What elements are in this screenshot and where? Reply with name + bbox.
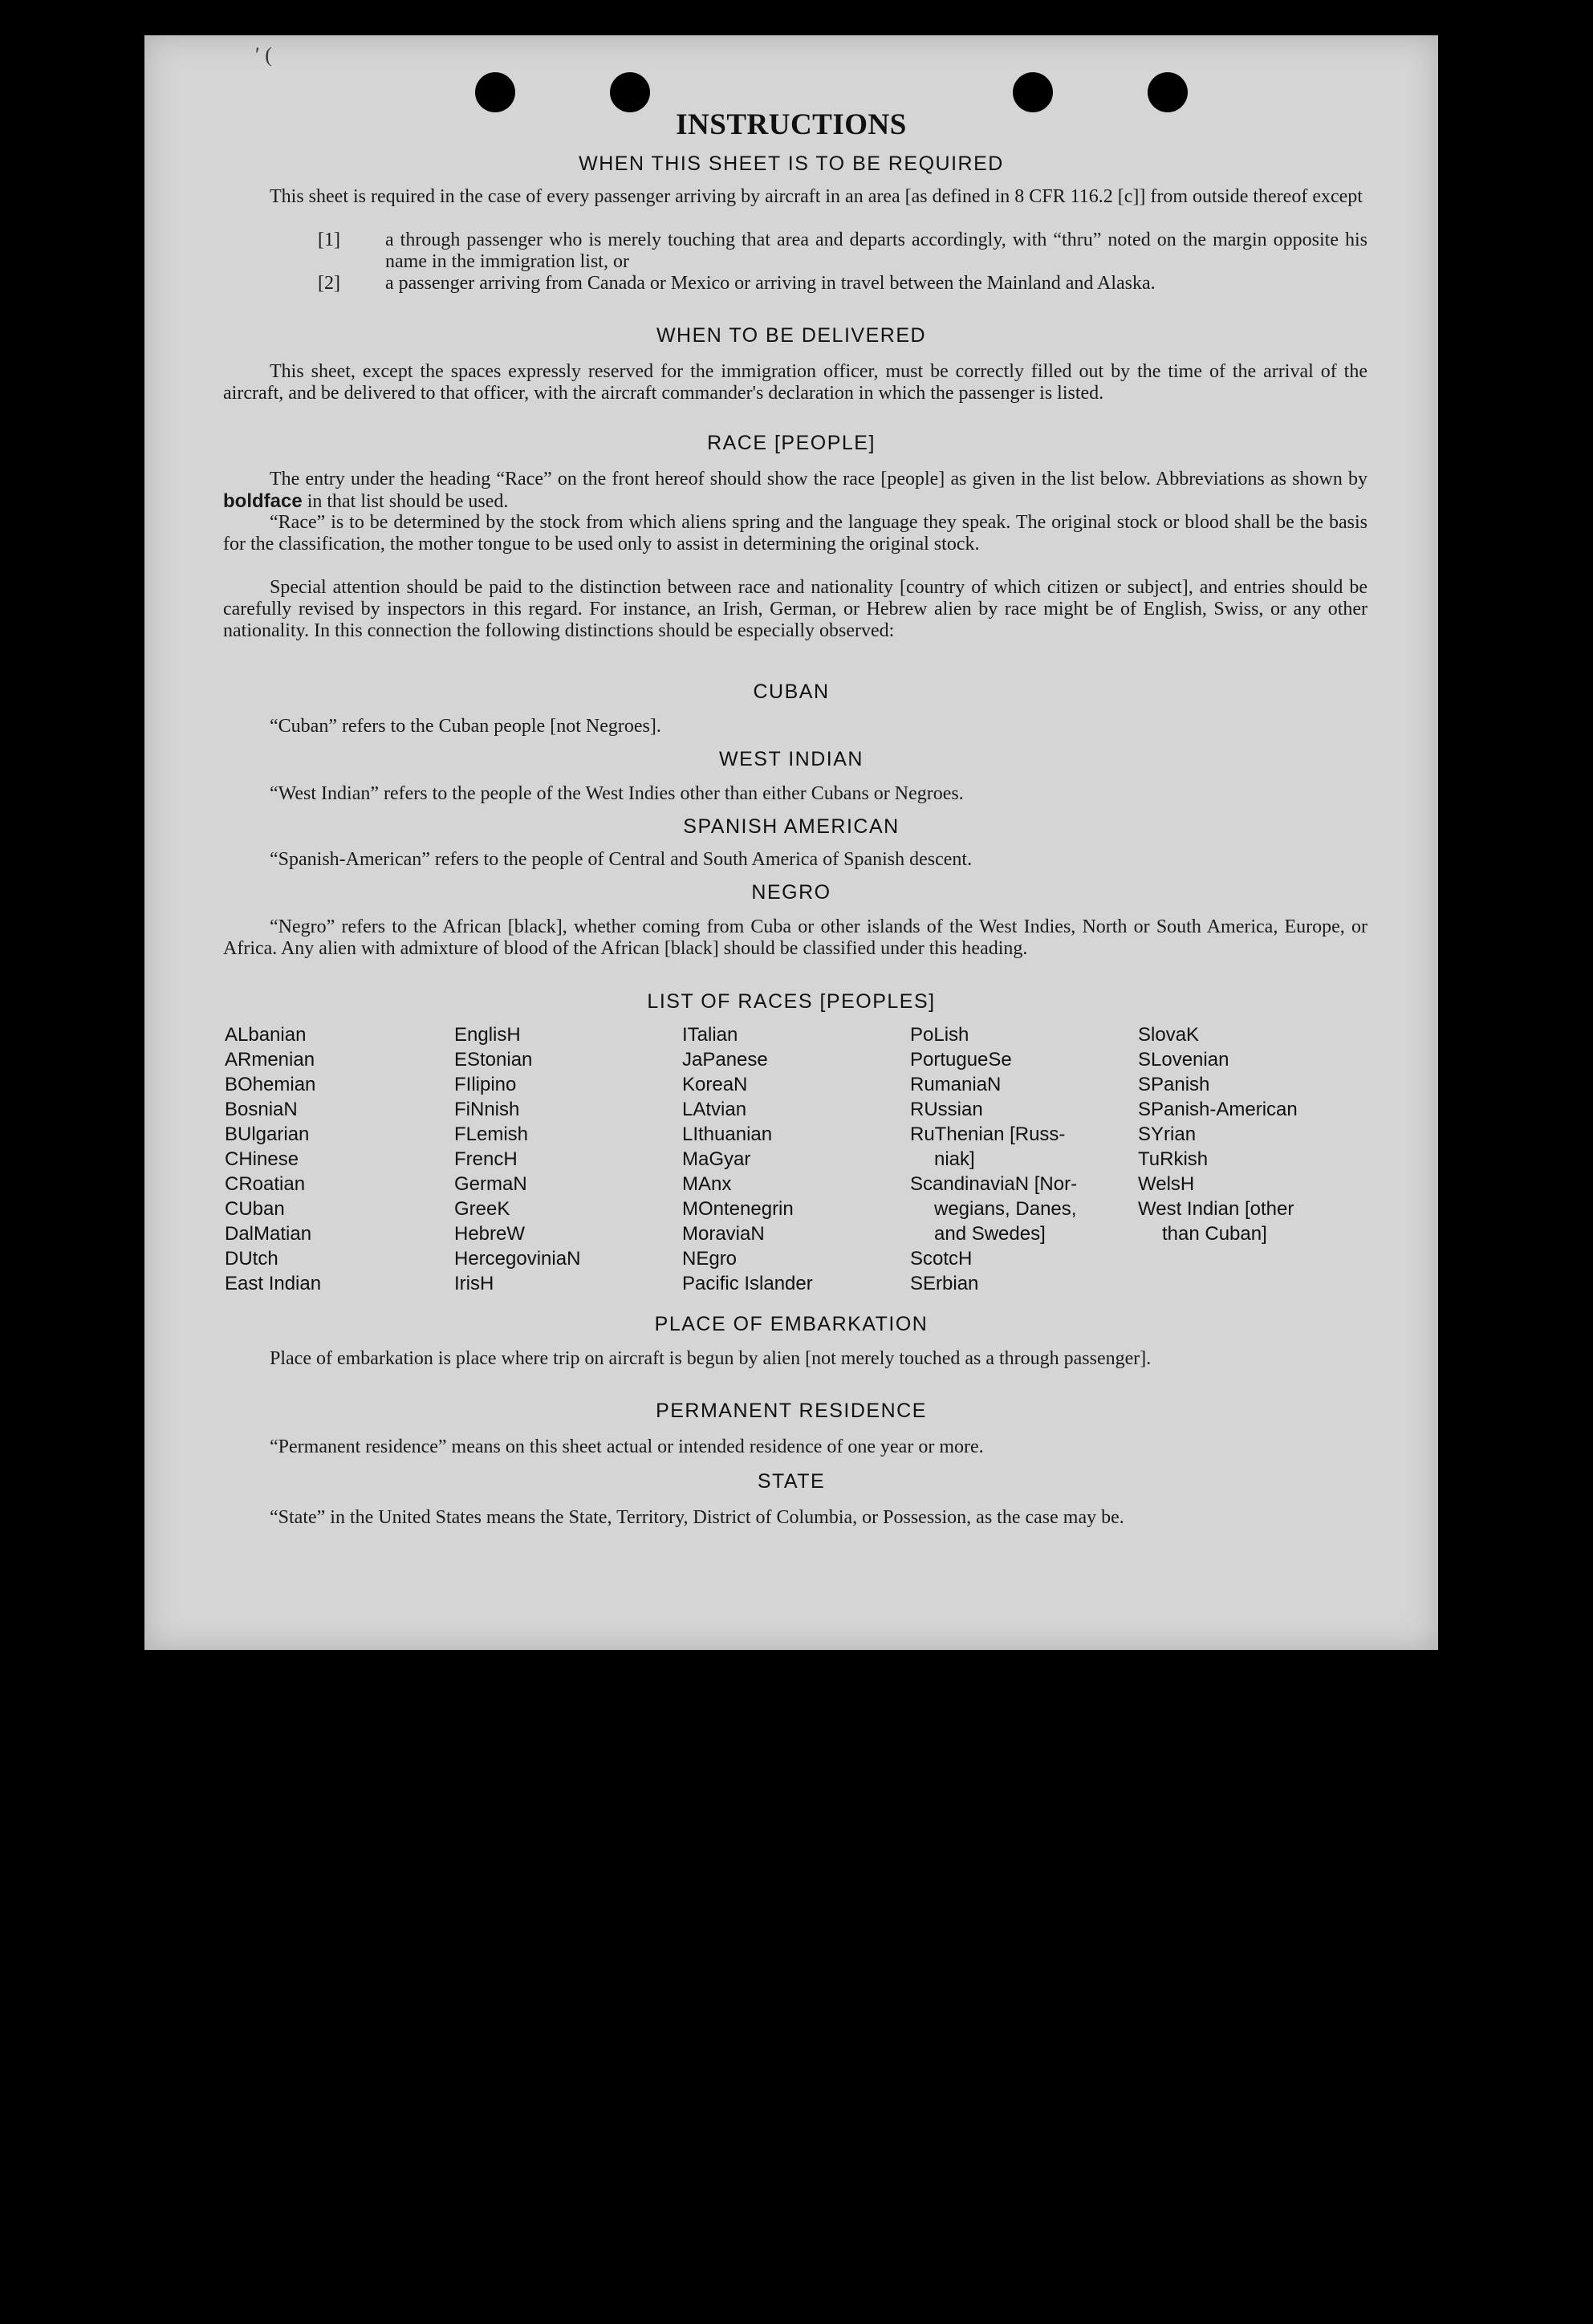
race-entry: EStonian (454, 1049, 533, 1071)
race-entry: CHinese (225, 1148, 299, 1170)
cuban-text: “Cuban” refers to the Cuban people [not Negroes]. (270, 716, 661, 737)
heading-negro: NEGRO (751, 881, 831, 904)
race-entry: HercegoviniaN (454, 1248, 581, 1270)
race-entry: DUtch (225, 1248, 278, 1270)
punch-hole (1148, 72, 1188, 112)
race-entry: GreeK (454, 1198, 510, 1220)
race-paragraph-2: “Race” is to be determined by the stock from which aliens spring and the language they speak. The original stock or blood shall be the basis for the classification, the mother tongue to be used only to assist in determining the original stock. (223, 512, 1367, 555)
heading-cuban: CUBAN (753, 681, 830, 703)
state-text: “State” in the United States means the State, Territory, District of Columbia, or Possession, as the case may be. (270, 1507, 1124, 1528)
exception-item-2 (318, 273, 1367, 295)
race-entry: NEgro (682, 1248, 738, 1270)
heading-spanish-american: SPANISH AMERICAN (683, 815, 900, 838)
race-entry: HebreW (454, 1223, 526, 1245)
exception-item-1 (318, 230, 1367, 273)
race-entry: FIlipino (454, 1074, 517, 1095)
heading-list-of-races: LIST OF RACES [PEOPLES] (647, 990, 936, 1013)
race-entry: SlovaK (1138, 1024, 1200, 1046)
race-entry: BOhemian (225, 1074, 316, 1095)
race-entry: SYrian (1138, 1123, 1197, 1145)
race-entry: PoLish (910, 1024, 969, 1046)
race-entry: SPanish (1138, 1074, 1210, 1095)
instruction-sheet (144, 35, 1438, 1650)
race-entry: MAnx (682, 1173, 732, 1195)
exception-number: [1] (318, 230, 340, 250)
stray-mark: ′ ( (255, 43, 272, 67)
residence-text: “Permanent residence” means on this sheet actual or intended residence of one year or more. (270, 1436, 984, 1457)
race-entry: BUlgarian (225, 1123, 310, 1145)
race-entry: SErbian (910, 1273, 979, 1294)
race-entry: LIthuanian (682, 1123, 773, 1145)
race-entry: SLovenian (1138, 1049, 1229, 1071)
race-paragraph-1: The entry under the heading “Race” on the front hereof should show the race [people] as given in the list below. Abbreviations as shown by boldface in that list should be used. (223, 469, 1367, 512)
race-list-column-3 (682, 1022, 813, 1296)
race-entry: DalMatian (225, 1223, 312, 1245)
race-entry: IrisH (454, 1273, 494, 1294)
race-entry: CRoatian (225, 1173, 306, 1195)
race-paragraph-3: Special attention should be paid to the distinction between race and nationality [country of which citizen or subject], and entries should be carefully revised by inspectors in this regard. For instance, an Irish, German, or Hebrew alien by race might be of English, Swiss, or any other nationality. In this connection the following distinctions should be especially observed: (223, 577, 1367, 641)
race-list-column-5 (1138, 1022, 1298, 1246)
race-entry-continued: niak] (934, 1148, 975, 1170)
punch-hole (610, 72, 650, 112)
race-entry: TuRkish (1138, 1148, 1209, 1170)
heading-embarkation: PLACE OF EMBARKATION (654, 1313, 929, 1335)
heading-when-delivered: WHEN TO BE DELIVERED (656, 324, 927, 347)
race-list-column-4 (910, 1022, 1077, 1296)
race-entry: RUssian (910, 1099, 983, 1120)
heading-state: STATE (757, 1470, 826, 1493)
spanish-american-text: “Spanish-American” refers to the people of Central and South America of Spanish descent. (270, 849, 973, 870)
race-entry: ALbanian (225, 1024, 307, 1046)
race-entry: West Indian [other (1138, 1198, 1294, 1220)
punch-hole (475, 72, 515, 112)
race-entry-continued: and Swedes] (934, 1223, 1046, 1245)
race-entry: ScandinaviaN [Nor- (910, 1173, 1078, 1195)
race-entry: ARmenian (225, 1049, 315, 1071)
race-entry: GermaN (454, 1173, 527, 1195)
race-entry: PortugueSe (910, 1049, 1012, 1071)
heading-west-indian: WEST INDIAN (719, 748, 864, 770)
race-entry: ScotcH (910, 1248, 973, 1270)
race-entry: SPanish-American (1138, 1099, 1298, 1120)
delivered-text: This sheet, except the spaces expressly reserved for the immigration officer, must be correctly filled out by the time of the arrival of the aircraft, and be delivered to that officer, with the aircraft commander's declaration in which the passenger is listed. (223, 361, 1367, 404)
race-entry: FLemish (454, 1123, 529, 1145)
heading-permanent-residence: PERMANENT RESIDENCE (656, 1400, 927, 1422)
exception-number: [2] (318, 273, 340, 294)
race-list-column-2 (454, 1022, 580, 1296)
race-entry: FiNnish (454, 1099, 520, 1120)
race-entry: RuThenian [Russ- (910, 1123, 1066, 1145)
race-list-column-1 (225, 1022, 321, 1296)
race-entry: LAtvian (682, 1099, 747, 1120)
embarkation-text: Place of embarkation is place where trip on aircraft is begun by alien [not merely touched as a through passenger]. (270, 1348, 1152, 1369)
race-entry: KoreaN (682, 1074, 748, 1095)
heading-when-required: WHEN THIS SHEET IS TO BE REQUIRED (579, 152, 1004, 175)
race-entry: MOntenegrin (682, 1198, 794, 1220)
negro-text: “Negro” refers to the African [black], whether coming from Cuba or other islands of the West Indies, North or South America, Europe, or Africa. Any alien with admixture of blood of the African [black] should be classified under this heading. (223, 916, 1367, 959)
exception-text: a passenger arriving from Canada or Mexico or arriving in travel between the Mainland and Alaska. (385, 273, 1156, 294)
race-entry: ITalian (682, 1024, 738, 1046)
race-entry: East Indian (225, 1273, 322, 1294)
race-entry: JaPanese (682, 1049, 768, 1071)
punch-hole (1013, 72, 1053, 112)
race-entry-continued: than Cuban] (1162, 1223, 1267, 1245)
race-entry: FrencH (454, 1148, 518, 1170)
race-entry: BosniaN (225, 1099, 298, 1120)
race-entry: CUban (225, 1198, 285, 1220)
heading-race: RACE [PEOPLE] (707, 432, 876, 454)
race-entry: RumaniaN (910, 1074, 1002, 1095)
exception-text: a through passenger who is merely touching that area and departs accordingly, with “thru” noted on the margin opposite his name in the immigration list, or (385, 230, 1367, 272)
west-indian-text: “West Indian” refers to the people of the West Indies other than either Cubans or Negroes. (270, 783, 964, 804)
page-title: INSTRUCTIONS (676, 108, 907, 141)
race-entry: MoraviaN (682, 1223, 765, 1245)
race-entry: EnglisH (454, 1024, 521, 1046)
race-entry-continued: wegians, Danes, (934, 1198, 1077, 1220)
race-entry: MaGyar (682, 1148, 751, 1170)
required-intro: This sheet is required in the case of every passenger arriving by aircraft in an area [as defined in 8 CFR 116.2 [c]] from outside thereof except (270, 186, 1363, 207)
race-entry: Pacific Islander (682, 1273, 813, 1294)
race-entry: WelsH (1138, 1173, 1195, 1195)
